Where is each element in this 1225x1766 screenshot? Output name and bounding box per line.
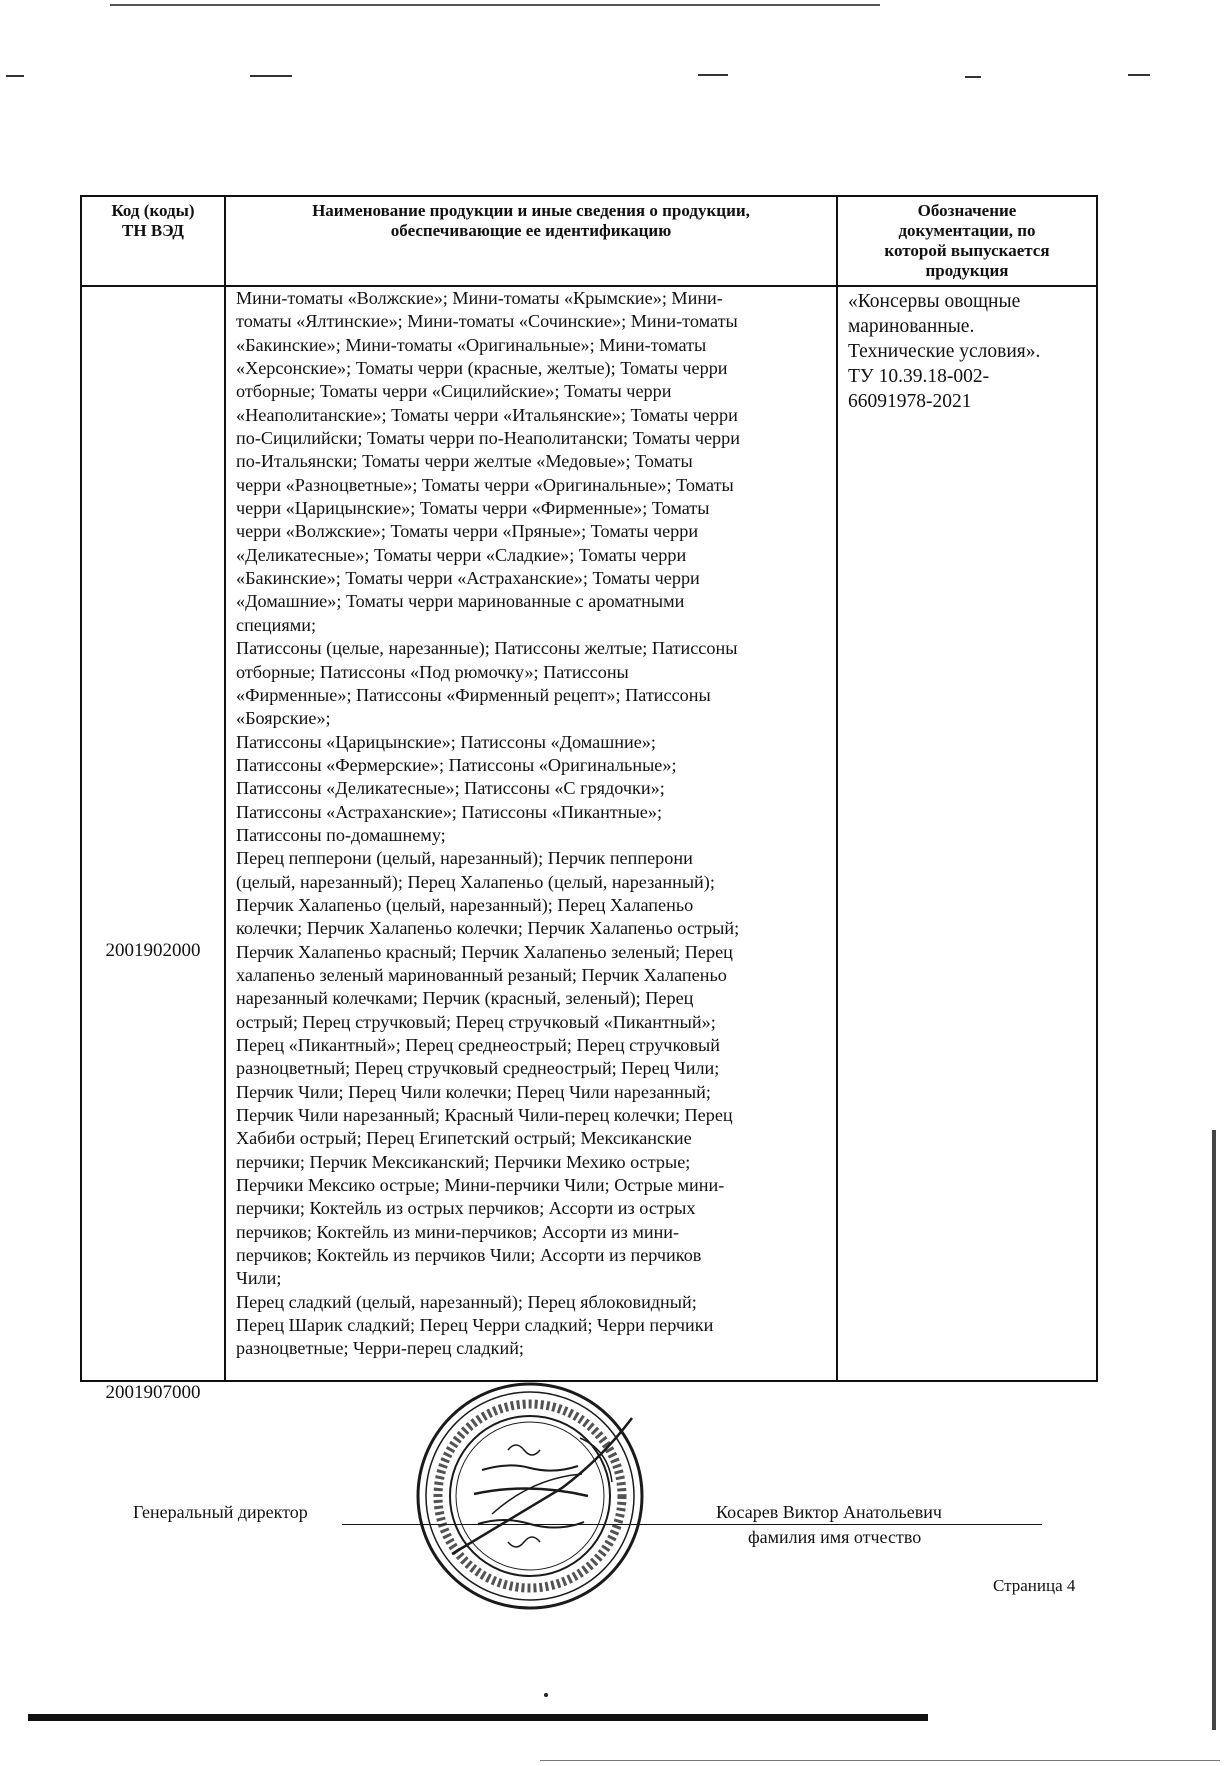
documentation-line: 66091978-2021 (848, 391, 972, 412)
product-name-line: Перец «Пикантный»; Перец среднеострый; Перец стручковый (236, 1035, 720, 1055)
product-name-line: «Фирменные»; Патиссоны «Фирменный рецепт»; Патиссоны (236, 684, 711, 705)
product-name-line: отборные; Патиссоны «Под рюмочку»; Патиссоны (236, 661, 629, 682)
product-name-line: отборные; Томаты черри «Сицилийские»; Томаты черри (236, 381, 672, 402)
product-name-line: по-Итальянски; Томаты черри желтые «Медовые»; Томаты (236, 451, 693, 472)
scan-mark (250, 75, 292, 77)
header-code-line: ТН ВЭД (122, 221, 184, 240)
product-name-line: Перец пепперони (целый, нарезанный); Перчик пепперони (236, 848, 693, 869)
scan-bottom-line (540, 1760, 1220, 1761)
code-value: 2001902000 (105, 940, 201, 961)
product-name-line: Перчики Мексико острые; Мини-перчики Чили; Острые мини- (236, 1175, 725, 1196)
product-name-line: Хабиби острый; Перец Египетский острый; Мексиканские (236, 1128, 692, 1149)
header-name (226, 197, 838, 285)
product-name-line: Патиссоны «Астраханские»; Патиссоны «Пикантные»; (236, 801, 663, 822)
product-name-line: «Бакинские»; Томаты черри «Астраханские»; Томаты черри (236, 568, 700, 589)
header-name-line: обеспечивающие ее идентификацию (390, 221, 672, 240)
scan-bottom-edge (28, 1714, 928, 1721)
product-name-line: томаты «Ялтинские»; Мини-томаты «Сочинские»; Мини-томаты (236, 311, 738, 332)
product-name-line: перчики; Перчик Мексиканский; Перчики Мехико острые; (236, 1151, 691, 1172)
product-name-line: Патиссоны «Царицынские»; Патиссоны «Домашние»; (236, 731, 656, 752)
product-name-line: колечки; Перчик Халапеньо колечки; Перчик Халапеньо острый; (236, 918, 740, 939)
product-name-line: Перчик Халапеньо красный; Перчик Халапеньо зеленый; Перец (236, 941, 733, 962)
header-name-line: Наименование продукции и иные сведения о продукции, (312, 201, 750, 220)
product-name-line: Патиссоны «Деликатесные»; Патиссоны «С грядочки»; (236, 778, 665, 799)
product-name-line: «Херсонские»; Томаты черри (красные, желтые); Томаты черри (236, 358, 728, 379)
code-cell (82, 287, 226, 1403)
product-name-line: черри «Разноцветные»; Томаты черри «Оригинальные»; Томаты (236, 474, 734, 495)
header-doc-line: продукция (925, 261, 1009, 280)
product-name-line: халапеньо зеленый маринованный резаный; Перчик Халапеньо (236, 964, 727, 985)
scan-right-edge (1212, 1130, 1216, 1730)
product-name-line: перчиков; Коктейль из мини-перчиков; Ассорти из мини- (236, 1221, 680, 1242)
name-caption: фамилия имя отчество (748, 1527, 922, 1547)
product-name-line: Перчик Халапеньо (целый, нарезанный); Перец Халапеньо (236, 894, 694, 915)
product-name-line: Патиссоны «Фермерские»; Патиссоны «Оригинальные»; (236, 754, 677, 775)
header-code-line: Код (коды) (111, 201, 195, 220)
product-name-line: перчиков; Коктейль из перчиков Чили; Ассорти из перчиков (236, 1245, 702, 1266)
scan-mark (698, 74, 728, 76)
position-label: Генеральный директор (133, 1502, 308, 1522)
scan-mark (965, 76, 981, 78)
documentation-cell (838, 287, 1096, 1380)
product-name-line: Чили; (236, 1268, 282, 1289)
product-name-line: острый; Перец стручковый; Перец стручковый «Пикантный»; (236, 1011, 716, 1032)
product-name-line: Перчик Чили нарезанный; Красный Чили-перец колечки; Перец (236, 1105, 733, 1126)
product-name-line: перчики; Коктейль из острых перчиков; Ассорти из острых (236, 1198, 696, 1219)
director-name: Косарев Виктор Анатольевич (716, 1502, 942, 1522)
product-name-line: специями; (236, 614, 317, 635)
table-body-row (82, 287, 1096, 1403)
product-name-line: Патиссоны (целые, нарезанные); Патиссоны желтые; Патиссоны (236, 638, 738, 659)
product-name-line: Перец Шарик сладкий; Перец Черри сладкий; Черри перчики (236, 1315, 714, 1336)
product-name-line: «Боярские»; (236, 708, 331, 729)
product-name-line: «Домашние»; Томаты черри маринованные с ароматными (236, 591, 685, 612)
scan-mark (6, 75, 24, 77)
product-name-line: Патиссоны по-домашнему; (236, 824, 446, 845)
header-doc-line: документации, по (898, 221, 1036, 240)
product-name-line: нарезанный колечками; Перчик (красный, зеленый); Перец (236, 988, 694, 1009)
company-seal-stamp (412, 1378, 648, 1614)
header-code (82, 197, 226, 285)
table-header-row (82, 197, 1096, 287)
product-name-line: Мини-томаты «Волжские»; Мини-томаты «Крымские»; Мини- (236, 288, 723, 308)
product-name-line: «Бакинские»; Мини-томаты «Оригинальные»; Мини-томаты (236, 334, 707, 355)
documentation-line: ТУ 10.39.18-002- (848, 366, 990, 387)
product-name-line: (целый, нарезанный); Перец Халапеньо (целый, нарезанный); (236, 871, 715, 892)
documentation-line: маринованные. (848, 316, 975, 337)
documentation-line: Технические условия». (848, 341, 1041, 362)
code-value: 2001907000 (105, 1382, 201, 1403)
product-name-line: «Деликатесные»; Томаты черри «Сладкие»; Томаты черри (236, 544, 687, 565)
header-doc (838, 197, 1096, 285)
product-name-line: Перчик Чили; Перец Чили колечки; Перец Чили нарезанный; (236, 1081, 711, 1102)
documentation-line: «Консервы овощные (848, 291, 1021, 312)
product-name-line: «Неаполитанские»; Томаты черри «Итальянские»; Томаты черри (236, 404, 738, 425)
product-name-line: разноцветный; Перец стручковый среднеострый; Перец Чили; (236, 1058, 720, 1079)
product-name-line: разноцветные; Черри-перец сладкий; (236, 1338, 524, 1359)
scan-edge-line (110, 4, 880, 6)
product-name-line: черри «Царицынские»; Томаты черри «Фирменные»; Томаты (236, 498, 710, 519)
product-name-line: Перец сладкий (целый, нарезанный); Перец яблоковидный; (236, 1291, 697, 1312)
scan-mark (1128, 74, 1150, 76)
header-doc-line: Обозначение (917, 201, 1017, 220)
page-number: Страница 4 (993, 1576, 1076, 1595)
product-table (80, 195, 1098, 1403)
product-name-line: по-Сицилийски; Томаты черри по-Неаполитански; Томаты черри (236, 428, 740, 449)
product-names-cell (226, 287, 838, 1380)
scan-speck (544, 1693, 548, 1697)
product-name-line: черри «Волжские»; Томаты черри «Пряные»; Томаты черри (236, 521, 699, 542)
header-doc-line: которой выпускается (884, 241, 1050, 260)
